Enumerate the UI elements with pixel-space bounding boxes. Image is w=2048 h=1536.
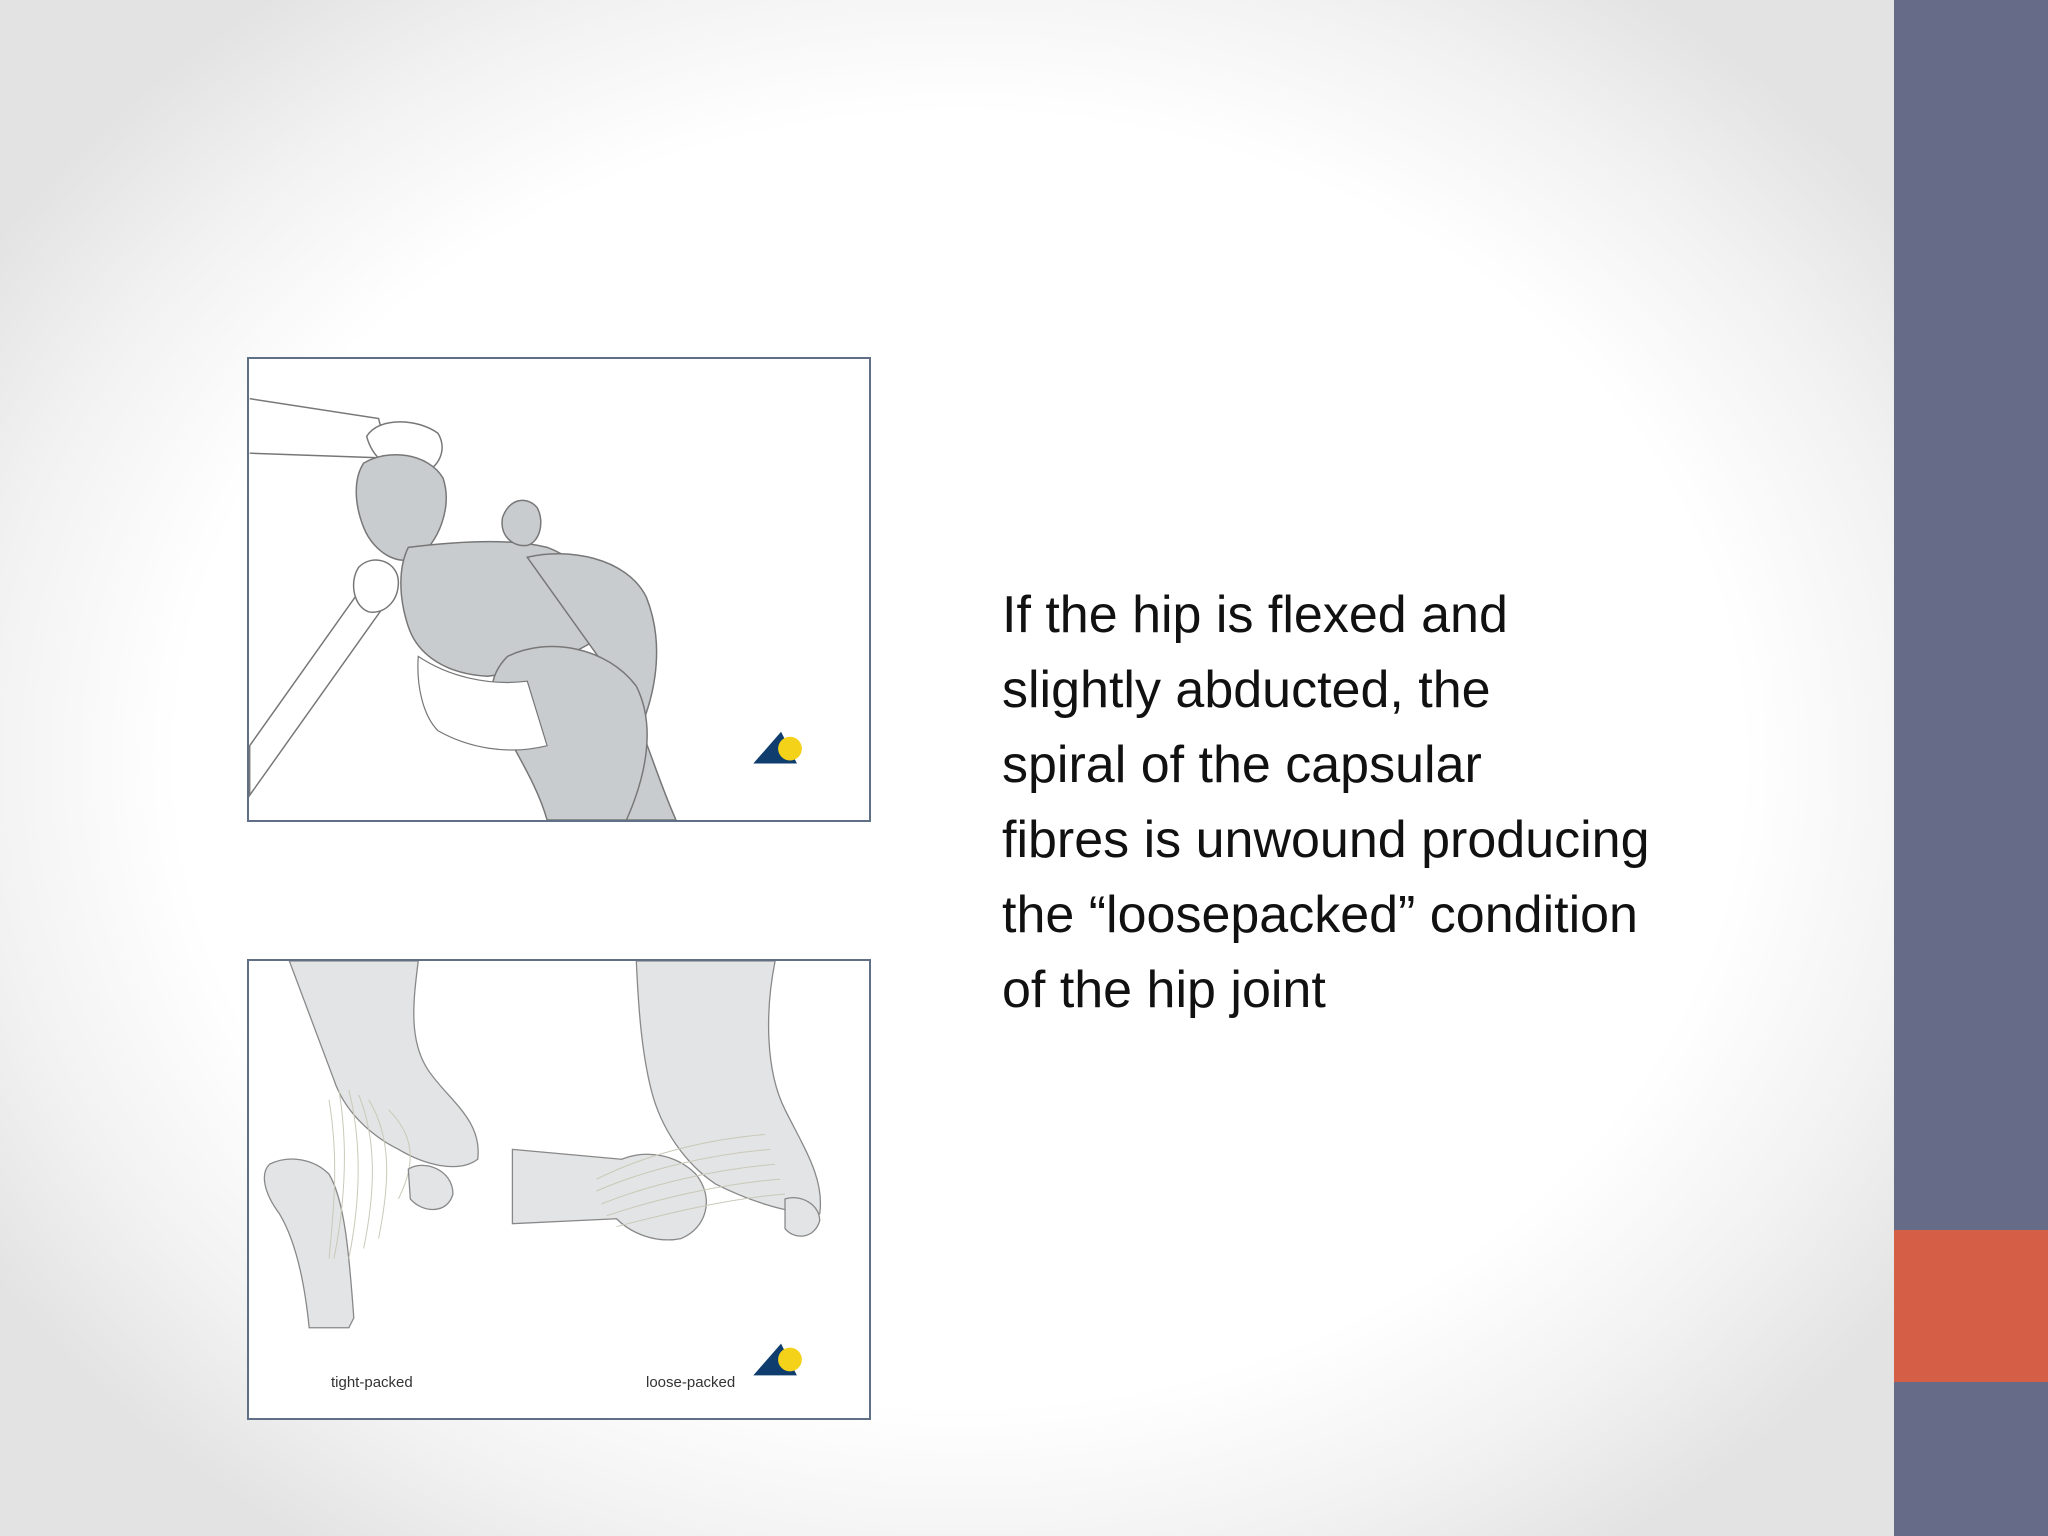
body-text-line: If the hip is flexed and [1002,586,1508,644]
body-text-line: slightly abducted, the [1002,661,1491,719]
body-text-line: of the hip joint [1002,961,1326,1019]
accent-block [1894,1230,2048,1382]
hip-flexion-drawing [249,359,869,820]
tight-packed-label: tight-packed [331,1374,413,1391]
publisher-logo-icon [753,732,802,764]
capsule-comparison-drawing [249,961,869,1418]
publisher-logo-icon [753,1344,802,1376]
hip-flexion-illustration [247,357,871,822]
slide-body-text [1002,578,1762,1028]
body-text-line: the “loosepacked” condition [1002,886,1638,944]
loose-packed-label: loose-packed [646,1374,736,1391]
packed-position-comparison [247,959,871,1420]
body-text-line: fibres is unwound producing [1002,811,1650,869]
body-text-line: spiral of the capsular [1002,736,1482,794]
